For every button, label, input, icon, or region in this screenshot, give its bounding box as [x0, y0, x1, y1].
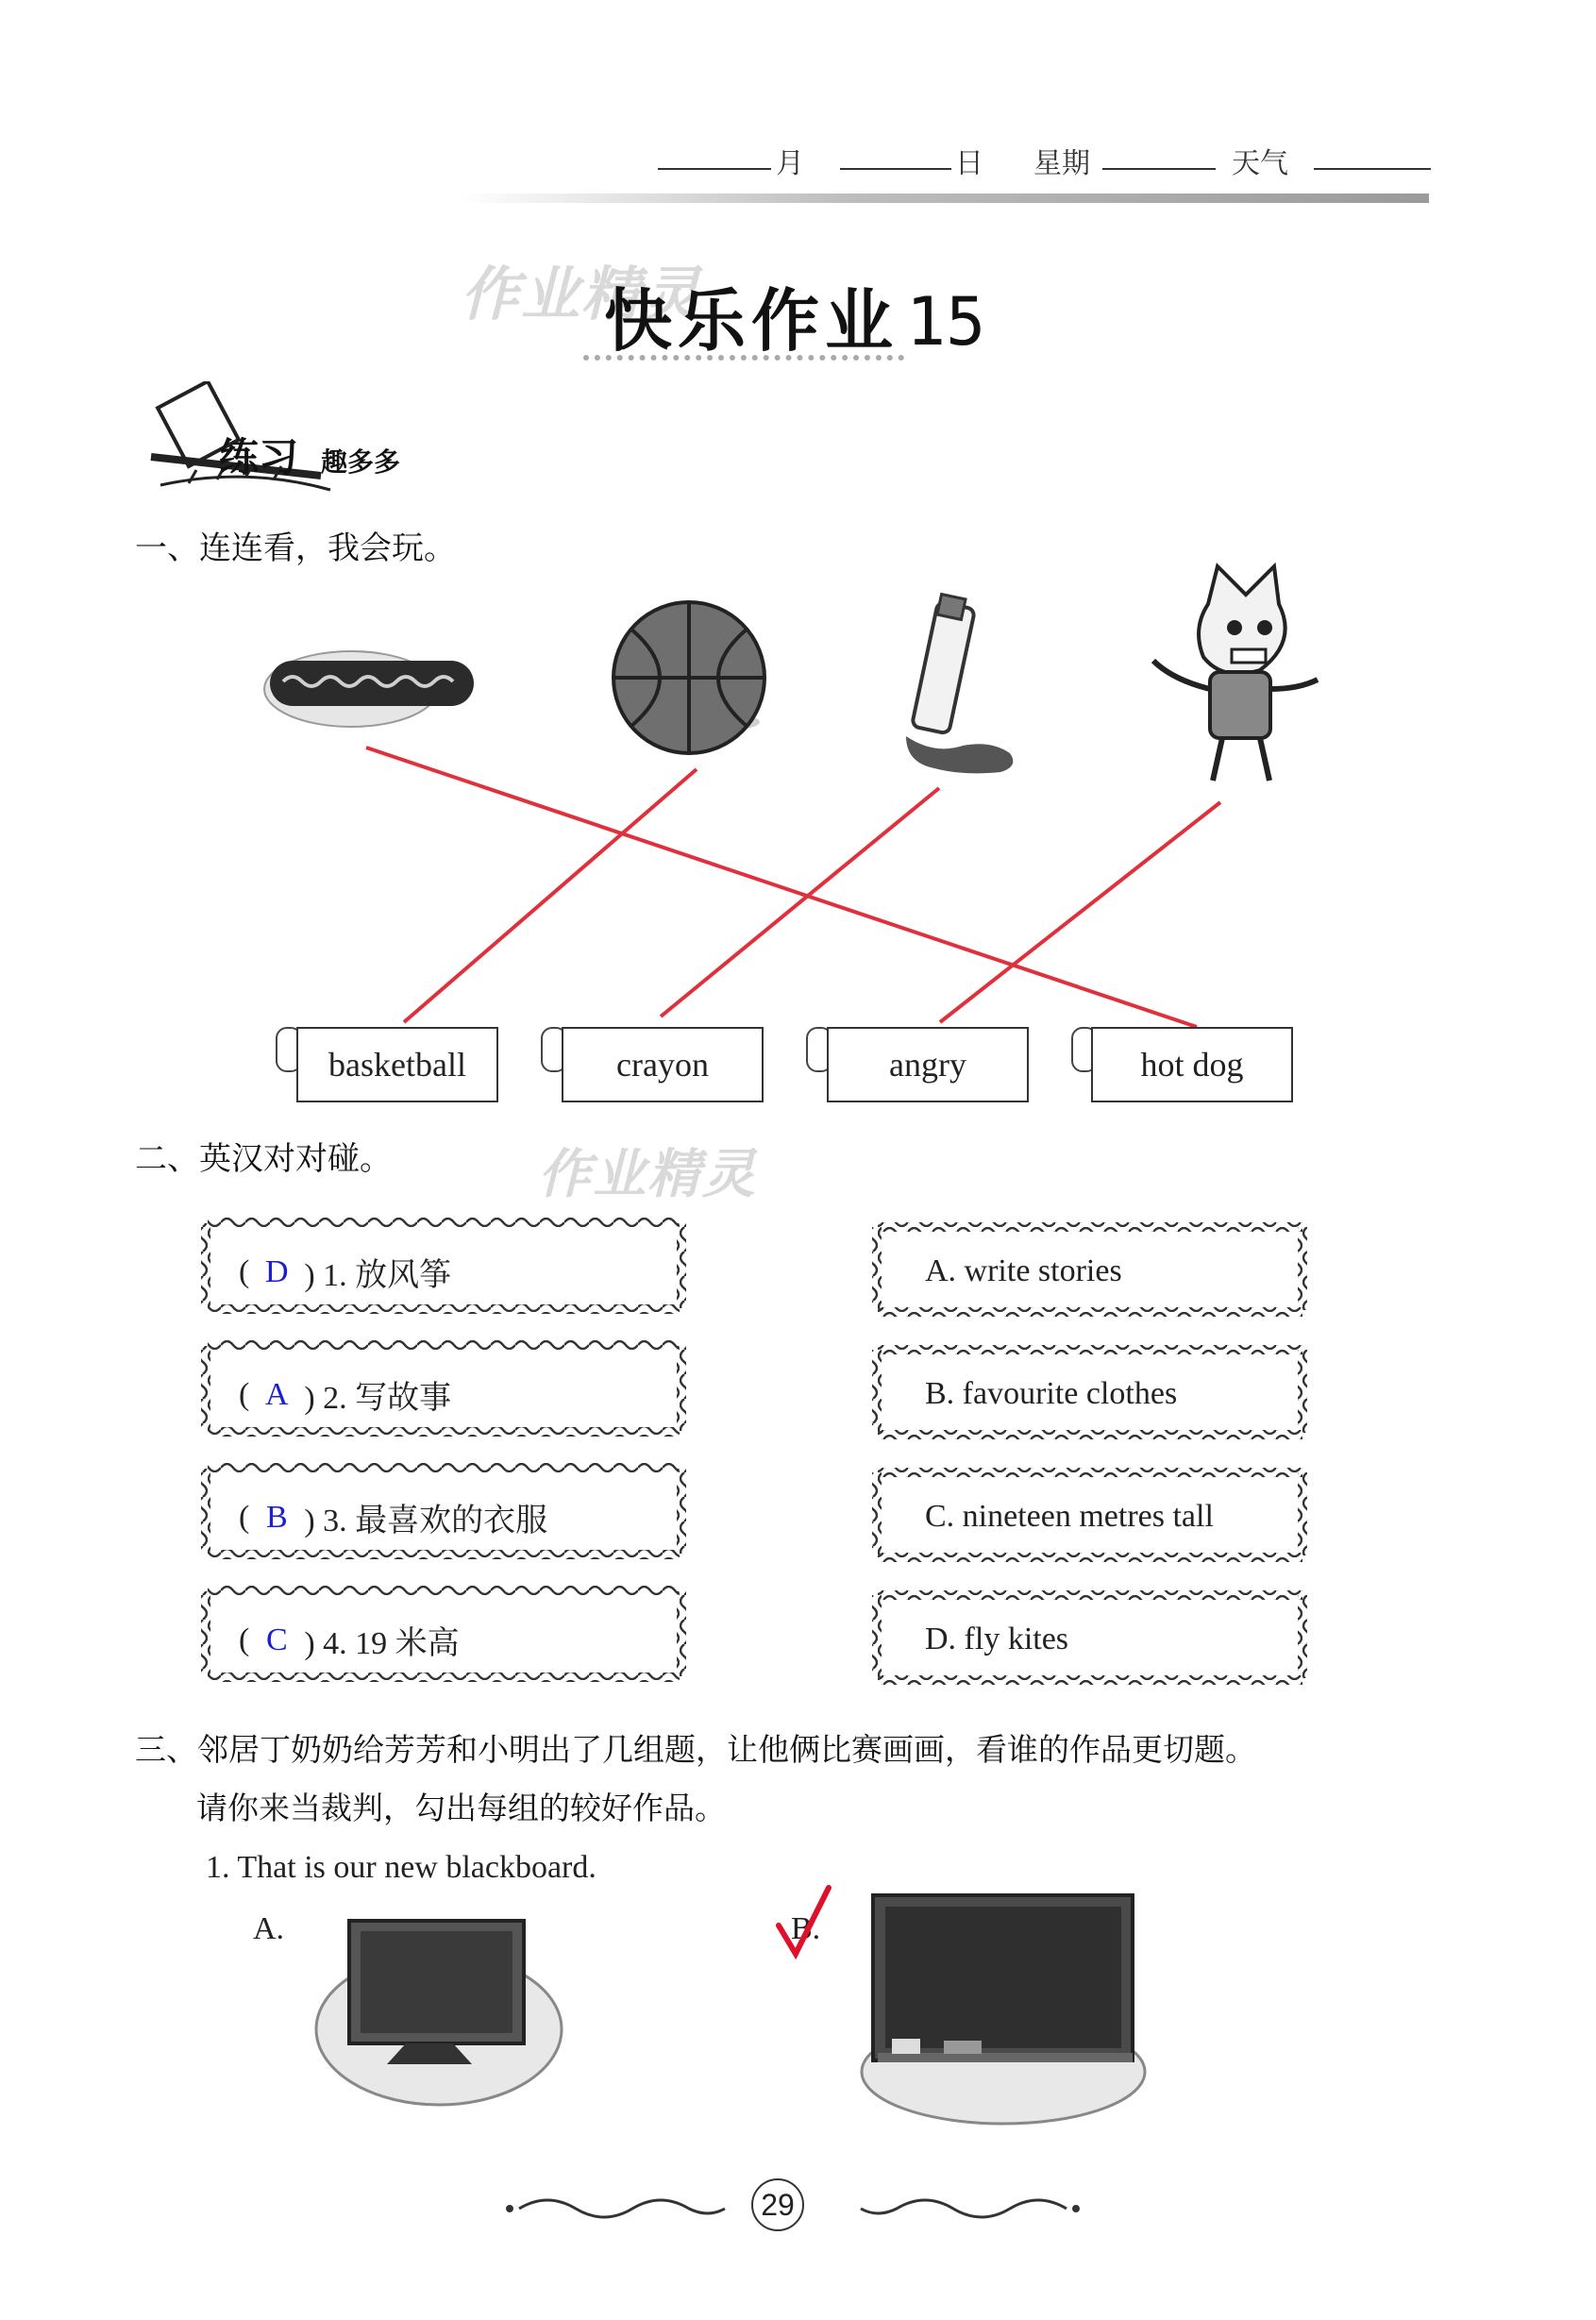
option-d: D. fly kites — [925, 1622, 1069, 1656]
answer-2[interactable]: A — [265, 1376, 289, 1412]
page-title: 快乐作业 — [604, 281, 899, 361]
watermark-2: 作业精灵 — [538, 1144, 757, 1205]
word-card-crayon[interactable]: crayon — [562, 1027, 764, 1102]
answer-3[interactable]: B — [265, 1499, 288, 1535]
question-1: 1. That is our new blackboard. — [206, 1850, 596, 1885]
watermark: 作业精灵 — [461, 260, 703, 328]
option-b-label: B. — [791, 1911, 821, 1946]
section3-heading-line2: 请你来当裁判，勾出每组的较好作品。 — [196, 1790, 726, 1826]
blackboard-picture — [862, 1895, 1145, 2124]
match-item-3: ( B ) 3. 最喜欢的衣服 — [239, 1499, 548, 1538]
banner-subtitle: 趣多多 — [321, 446, 401, 478]
match-item-1: ( D ) 1. 放风筝 — [239, 1253, 452, 1293]
tv-picture — [316, 1921, 562, 2105]
word-card-angry[interactable]: angry — [827, 1027, 1029, 1102]
option-a: A. write stories — [925, 1253, 1122, 1288]
page-title-number: 15 — [906, 283, 986, 361]
check-mark-icon — [779, 1888, 829, 1954]
weather-label: 天气 — [1232, 147, 1288, 180]
match-item-2: ( A ) 2. 写故事 — [239, 1376, 452, 1416]
match-item-4: ( C ) 4. 19 米高 — [239, 1622, 460, 1661]
option-b: B. favourite clothes — [925, 1376, 1178, 1411]
answer-1[interactable]: D — [265, 1253, 289, 1289]
month-label: 月 — [776, 147, 804, 180]
answer-4[interactable]: C — [265, 1622, 288, 1657]
section3-heading-line1: 三、邻居丁奶奶给芳芳和小明出了几组题，让他俩比赛画画，看谁的作品更切题。 — [135, 1731, 1256, 1768]
word-card-hot-dog[interactable]: hot dog — [1091, 1027, 1293, 1102]
page-number: 29 — [751, 2178, 804, 2231]
word-card-basketball[interactable]: basketball — [296, 1027, 498, 1102]
option-c: C. nineteen metres tall — [925, 1499, 1214, 1534]
weekday-label: 星期 — [1033, 147, 1090, 180]
day-label: 日 — [955, 147, 983, 180]
option-a-label: A. — [253, 1911, 285, 1946]
banner-title: 练习 — [219, 434, 299, 480]
section2-heading: 二、英汉对对碰。 — [135, 1140, 392, 1178]
section1-heading: 一、连连看，我会玩。 — [135, 530, 456, 567]
